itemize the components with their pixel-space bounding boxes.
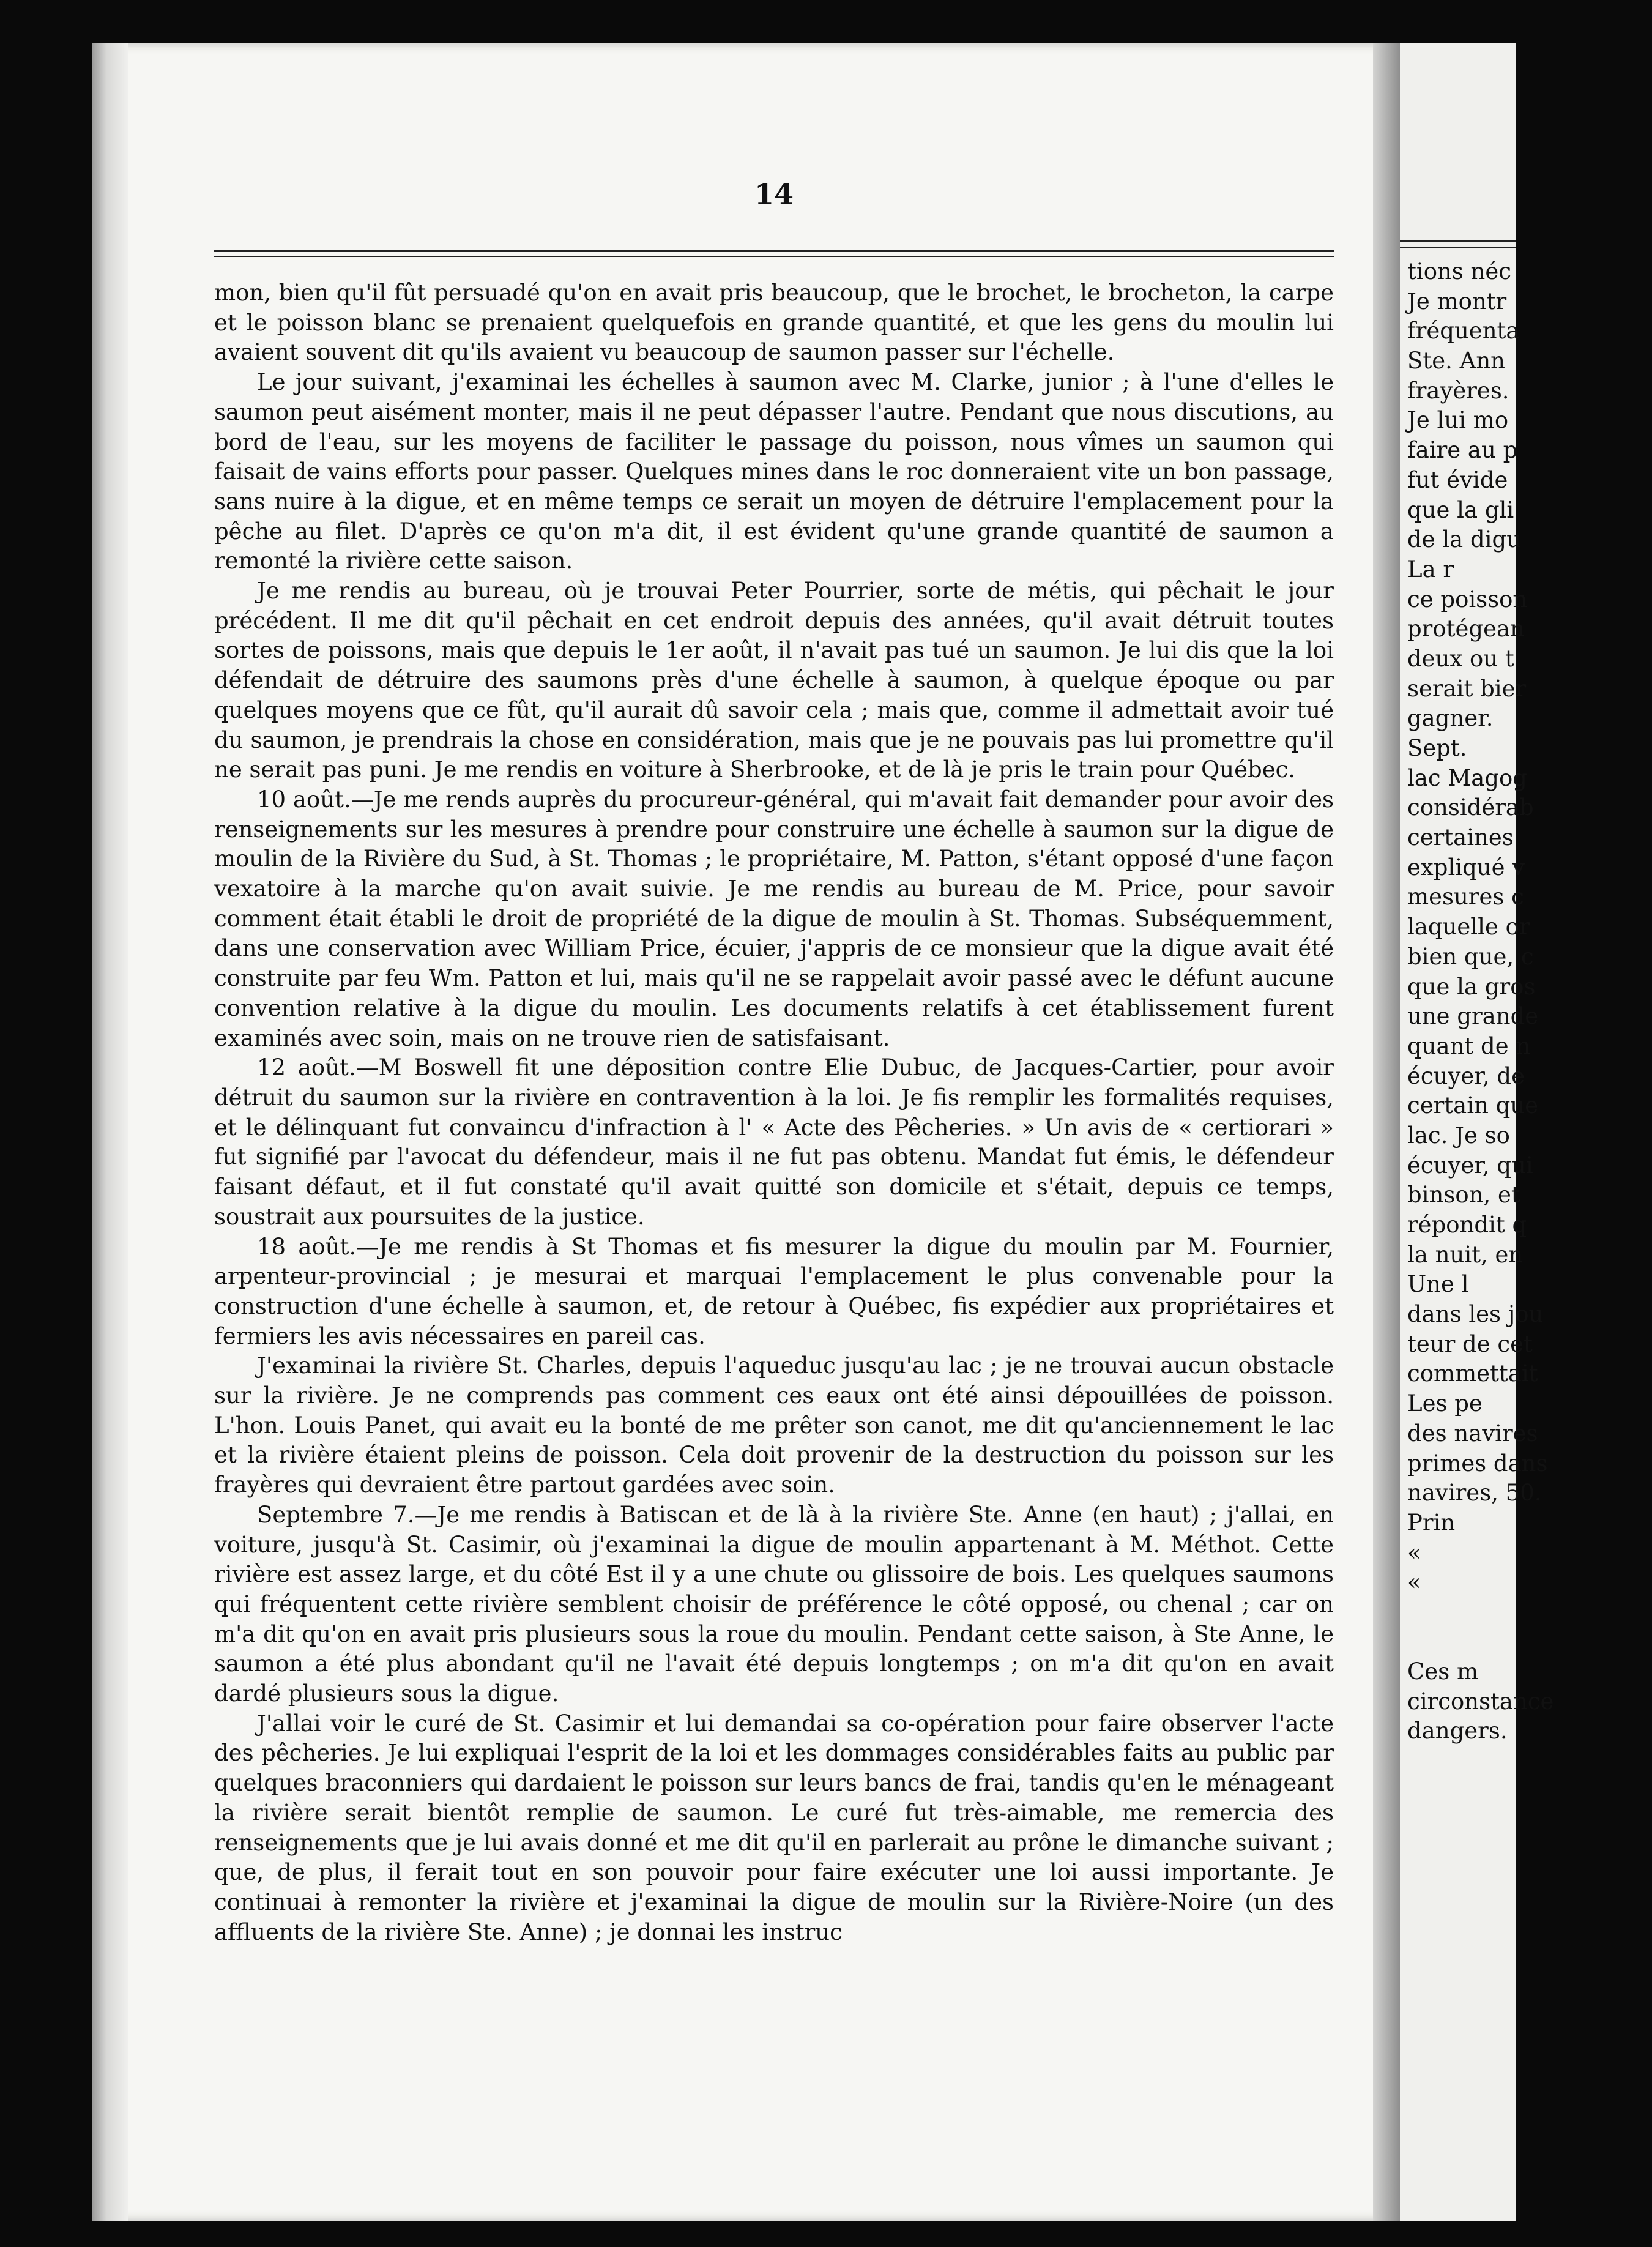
main-text-column bbox=[214, 278, 1334, 1947]
facing-page-line: la nuit, en bbox=[1407, 1241, 1524, 1268]
facing-page-line: bien que, c bbox=[1407, 943, 1534, 970]
page-binding-shadow bbox=[92, 43, 128, 2221]
facing-page-line: de la digu bbox=[1407, 526, 1522, 553]
paragraph: 12 août.—M Boswell fit une déposition contre Elie Dubuc, de Jacques-Cartier, pour avoir détruit du saumon sur la rivière en contravention à la loi. Je fis remplir les formalités requises, et le délinquant fut convaincu d'infraction à l' « Acte des Pêcheries. » Un avis de « certiorari » fut signifié par l'avocat du défendeur, mais il ne fut pas obtenu. Mandat fut émis, le défendeur faisant défaut, et il fut constaté qu'il avait quitté son domicile et s'était, depuis ce temps, soustrait aux poursuites de la justice. bbox=[214, 1054, 1334, 1230]
facing-page-line: primes dans bbox=[1407, 1450, 1548, 1477]
paragraph: 18 août.—Je me rendis à St Thomas et fis mesurer la digue du moulin par M. Fournier, arpenteur-provincial ; je mesurai et marquai l'emplacement le plus convenable pour la construction d'une échelle à saumon, et, de retour à Québec, fis expédier aux propriétaires et fermiers les avis nécessaires en pareil cas. bbox=[214, 1233, 1334, 1349]
facing-page-line: écuyer, qui bbox=[1407, 1152, 1533, 1179]
facing-page-line: certain que bbox=[1407, 1092, 1539, 1119]
facing-page-line: Je montr bbox=[1407, 288, 1507, 315]
facing-page-text bbox=[1407, 257, 1652, 1746]
facing-page-gap bbox=[1407, 1598, 1652, 1657]
facing-page-line: lac Magog bbox=[1407, 764, 1527, 791]
facing-page-line: mesures c bbox=[1407, 884, 1524, 911]
facing-page-line: écuyer, de bbox=[1407, 1062, 1525, 1089]
facing-page-line: que la gros bbox=[1407, 973, 1536, 1000]
facing-page-line: une grande bbox=[1407, 1003, 1539, 1030]
facing-page-line: considérab bbox=[1407, 794, 1534, 821]
facing-header-rule bbox=[1400, 240, 1516, 242]
paragraph: Le jour suivant, j'examinai les échelles à saumon avec M. Clarke, junior ; à l'une d'elles le saumon peut aisément monter, mais il ne peut dépasser l'autre. Pendant que nous discutions, au bord de l'eau, sur les moyens de faciliter le passage du poisson, nous vîmes un saumon qui faisait de vains efforts pour passer. Quelques mines dans le roc donneraient vite un bon passage, sans nuire à la digue, et en même temps ce serait un moyen de détruire l'emplacement pour la pêche au filet. D'après ce qu'on m'a dit, il est évident qu'une grande quantité de saumon a remonté la rivière cette saison. bbox=[214, 369, 1334, 575]
header-rule bbox=[214, 256, 1334, 257]
facing-page-line: tions néc bbox=[1407, 258, 1512, 285]
facing-page-line: teur de cet bbox=[1407, 1330, 1533, 1357]
facing-page-line: serait bier bbox=[1407, 675, 1527, 702]
facing-page-line: quant de n bbox=[1407, 1032, 1531, 1059]
facing-page bbox=[1400, 43, 1554, 2221]
facing-page-line: frayères. bbox=[1407, 377, 1509, 404]
paragraph: J'allai voir le curé de St. Casimir et lui demandai sa co-opération pour faire observer l'acte des pêcheries. Je lui expliquai l'esprit de la loi et les dommages considérables faits au public par quelques braconniers qui dardaient le poisson sur leurs bancs de frai, tandis qu'en le ménageant la rivière serait bientôt remplie de saumon. Le curé fut très-aimable, me remercia des renseignements que je lui avais donné et me dit qu'il en parlerait au prône le dimanche suivant ; que, de plus, il ferait tout en son pouvoir pour faire exécuter une loi aussi importante. Je continuai à remonter la rivière et j'examinai la digue de moulin sur la Rivière-Noire (un des affluents de la rivière Ste. Anne) ; je donnai les instruc bbox=[214, 1710, 1334, 1945]
facing-page-line: expliqué v bbox=[1407, 854, 1525, 881]
facing-page-line: faire au p bbox=[1407, 437, 1518, 464]
facing-page-line: Sept. bbox=[1407, 735, 1467, 761]
facing-page-line: « bbox=[1407, 1539, 1421, 1566]
facing-page-line: La r bbox=[1407, 556, 1454, 583]
facing-page-line: dangers. bbox=[1407, 1718, 1508, 1745]
facing-page-line: certaines bbox=[1407, 824, 1514, 851]
facing-page-line: circonstance bbox=[1407, 1688, 1554, 1715]
facing-page-line: Ces m bbox=[1407, 1658, 1479, 1685]
facing-page-line: Je lui mo bbox=[1407, 407, 1509, 434]
paragraph: Je me rendis au bureau, où je trouvai Peter Pourrier, sorte de métis, qui pêchait le jour précédent. Il me dit qu'il pêchait en cet endroit depuis des années, qu'il avait détruit toutes sortes de poissons, mais que depuis le 1er août, il n'avait pas tué un saumon. Je lui dis que la loi défendait de détruire des saumons près d'une échelle à saumon, à quelque époque ou par quelques moyens que ce fût, qu'il aurait dû savoir cela ; mais que, comme il admettait avoir tué du saumon, je prendrais la chose en considération, mais que je ne pouvais pas lui promettre qu'il ne serait pas puni. Je me rendis en voiture à Sherbrooke, et de là je pris le train pour Québec. bbox=[214, 578, 1334, 783]
facing-page-line: ce poisson bbox=[1407, 586, 1528, 613]
page-header bbox=[214, 147, 1334, 269]
facing-header-rule bbox=[1400, 247, 1516, 248]
facing-page-line: deux ou t bbox=[1407, 645, 1514, 672]
facing-page-line: fréquenta bbox=[1407, 318, 1520, 345]
facing-page-line: que la gli bbox=[1407, 496, 1514, 523]
paragraph: Septembre 7.—Je me rendis à Batiscan et de là à la rivière Ste. Anne (en haut) ; j'allai, en voiture, jusqu'à St. Casimir, où j'examinai la digue de moulin appartenant à M. Méthot. Cette rivière est assez large, et du côté Est il y a une chute ou glissoire de bois. Les quelques saumons qui fréquentent cette rivière semblent choisir de préférence le côté opposé, ou chenal ; car on m'a dit qu'on en avait pris plusieurs sous la roue du moulin. Pendant cette saison, à Ste Anne, le saumon a été plus abondant qu'il ne l'avait été depuis longtemps ; on m'a dit qu'on en avait dardé plusieurs sous la digue. bbox=[214, 1501, 1334, 1707]
facing-page-line: répondit q bbox=[1407, 1212, 1527, 1238]
paragraph: J'examinai la rivière St. Charles, depuis l'aqueduc jusqu'au lac ; je ne trouvai aucun obstacle sur la rivière. Je ne comprends pas comment ces eaux ont été ainsi dépouillées de poisson. L'hon. Louis Panet, qui avait eu la bonté de me prêter son canot, me dit qu'anciennement le lac et la rivière étaient pleins de poisson. Cela doit provenir de la destruction du poisson sur les frayères qui devraient être partout gardées avec soin. bbox=[214, 1352, 1334, 1499]
paragraph: mon, bien qu'il fût persuadé qu'on en avait pris beaucoup, que le brochet, le brocheton, la carpe et le poisson blanc se prenaient quelquefois en grande quantité, et que les gens du moulin lui avaient souvent dit qu'ils avaient vu beaucoup de saumon passer sur l'échelle. bbox=[214, 280, 1334, 366]
facing-page-line: lac. Je so bbox=[1407, 1122, 1510, 1149]
header-rule bbox=[214, 250, 1334, 252]
facing-page-line: Une l bbox=[1407, 1271, 1469, 1298]
facing-page-line: Les pe bbox=[1407, 1390, 1483, 1417]
facing-page-line: navires, 50. bbox=[1407, 1480, 1542, 1507]
facing-page-line: « bbox=[1407, 1569, 1421, 1596]
facing-page-line: fut évide bbox=[1407, 466, 1508, 493]
facing-page-line: commettait bbox=[1407, 1360, 1538, 1387]
facing-page-line: laquelle or bbox=[1407, 914, 1530, 941]
paragraph: 10 août.—Je me rends auprès du procureur-général, qui m'avait fait demander pour avoir des renseignements sur les mesures à prendre pour construire une échelle à saumon sur la digue de moulin de la Rivière du Sud, à St. Thomas ; le propriétaire, M. Patton, s'étant opposé d'une façon vexatoire à la marche qu'on avait suivie. Je me rendis au bureau de M. Price, pour savoir comment était établi le droit de propriété de la digue de moulin à St. Thomas. Subséquemment, dans une conservation avec William Price, écuier, j'appris de ce monsieur que la digue avait été construite par feu Wm. Patton et lui, mais qu'il ne se rappelait avoir passé avec le défunt aucune convention relative à la digue du moulin. Les documents relatifs à cet établissement furent examinés avec soin, mais on ne trouve rien de satisfaisant. bbox=[214, 786, 1334, 1051]
facing-page-line: binson, et bbox=[1407, 1182, 1520, 1209]
page-number: 14 bbox=[754, 177, 794, 211]
book-gutter bbox=[1373, 43, 1400, 2221]
facing-page-line: dans les jou bbox=[1407, 1301, 1544, 1328]
facing-page-line: gagner. bbox=[1407, 705, 1494, 732]
facing-page-line: des navires bbox=[1407, 1420, 1538, 1447]
facing-page-line: protégean bbox=[1407, 616, 1525, 643]
facing-page-line: Ste. Ann bbox=[1407, 348, 1506, 374]
facing-page-line: Prin bbox=[1407, 1509, 1456, 1536]
